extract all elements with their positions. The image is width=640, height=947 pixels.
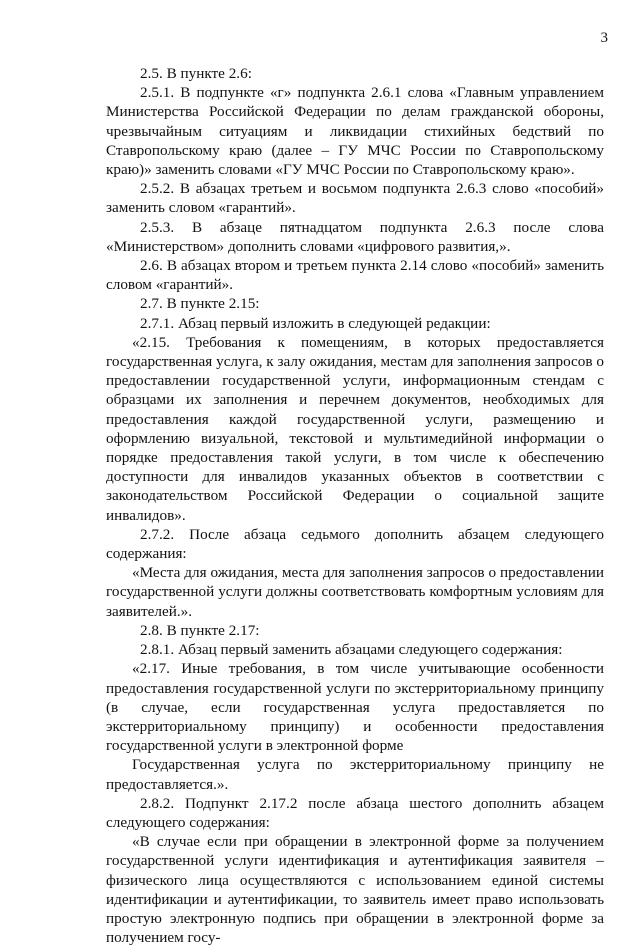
paragraph: «Места для ожидания, места для заполнения запросов о предоставлении государственной услуги должны соответствовать комфортным условиям для заявителей.». <box>106 564 604 620</box>
page-number: 3 <box>600 30 608 46</box>
paragraph: 2.8.2. Подпункт 2.17.2 после абзаца шестого дополнить абзацем следующего содержания: <box>106 794 604 831</box>
paragraph: «2.15. Требования к помещениям, в которых предоставляется государственная услуга, к залу ожидания, местам для заполнения запросов о предоставлении государственной услуги, информационным стендам с образцами их заполнения и перечнем документов, необходимых для предоставления каждой государственной услуги, размещению и оформлению визуальной, текстовой и мультимедийной информации о порядке предоставления такой услуги, в том числе к обеспечению доступности для инвалидов указанных объектов в соответствии с законодательством Российской Федерации о социальной защите инвалидов». <box>106 333 604 524</box>
paragraph: «В случае если при обращении в электронной форме за получением государственной услуги идентификация и аутентификация заявителя – физического лица осуществляются с использованием единой системы идентификации и аутентификации, то заявитель имеет право использовать простую электронную подпись при обращении в электронной форме за получением госу- <box>106 833 604 947</box>
paragraph: 2.8. В пункте 2.17: <box>140 621 260 639</box>
paragraph: 2.6. В абзацах втором и третьем пункта 2.14 слово «пособий» заменить словом «гарантий». <box>106 257 604 294</box>
document-body <box>106 64 604 947</box>
paragraph: 2.7. В пункте 2.15: <box>140 295 260 313</box>
paragraph: 2.5.3. В абзаце пятнадцатом подпункта 2.6.3 после слова «Министерством» дополнить словами «цифрового развития,». <box>106 218 604 255</box>
paragraph: 2.5.2. В абзацах третьем и восьмом подпункта 2.6.3 слово «пособий» заменить словом «гарантий». <box>106 180 604 217</box>
paragraph: 2.5. В пункте 2.6: <box>140 65 252 82</box>
paragraph: 2.7.2. После абзаца седьмого дополнить абзацем следующего содержания: <box>106 525 604 563</box>
paragraph: 2.8.1. Абзац первый заменить абзацами следующего содержания: <box>140 641 563 659</box>
paragraph: 2.5.1. В подпункте «г» подпункта 2.6.1 слова «Главным управлением Министерства Российской Федерации по делам гражданской обороны, чрезвычайным ситуациям и ликвидации стихийных бедствий по Ставропольскому краю (далее – ГУ МЧС России по Ставропольскому краю)» заменить словами «ГУ МЧС России по Ставропольскому краю». <box>106 84 604 179</box>
paragraph: «2.17. Иные требования, в том числе учитывающие особенности предоставления государственной услуги по экстерриториальному принципу (в случае, если государственная услуга предоставляется по экстерриториальному принципу) и особенности предоставления государственной услуги в электронной форме <box>106 660 604 755</box>
paragraph: 2.7.1. Абзац первый изложить в следующей редакции: <box>140 314 491 332</box>
paragraph: Государственная услуга по экстерриториальному принципу не предоставляется.». <box>106 756 604 793</box>
